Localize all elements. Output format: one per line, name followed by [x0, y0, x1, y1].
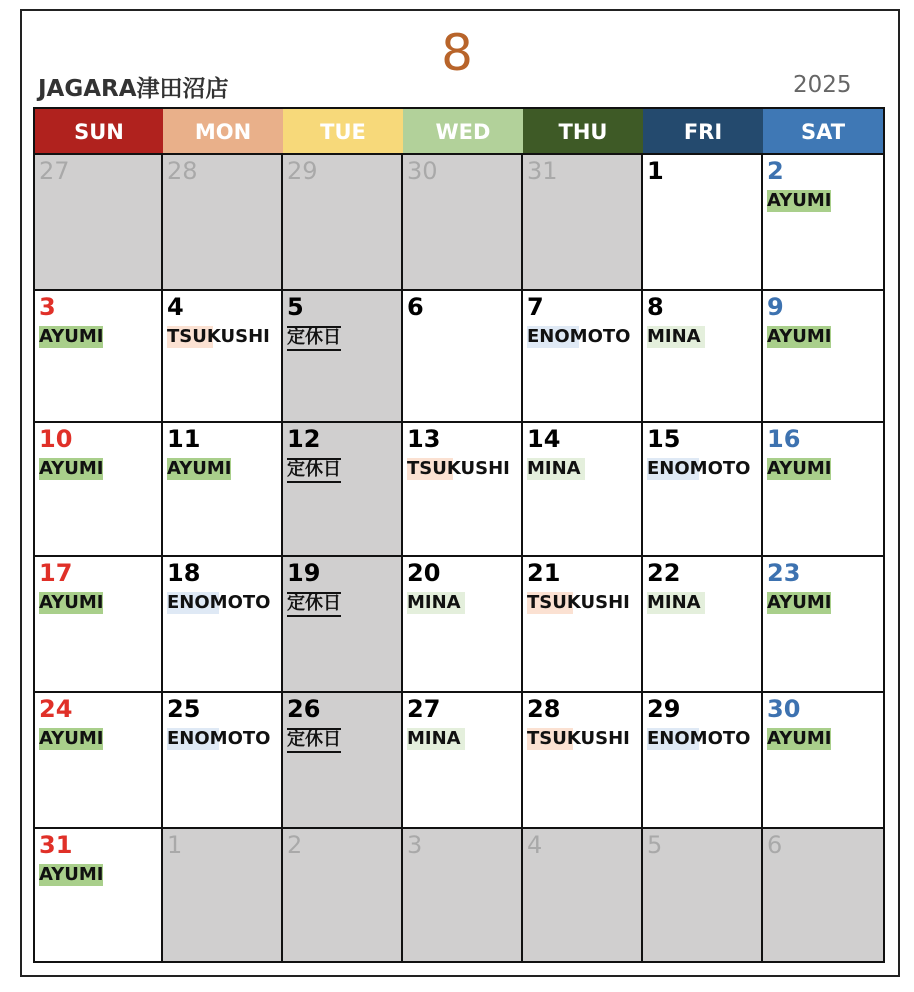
weekday-wed: WED — [403, 109, 523, 153]
weekday-mon: MON — [163, 109, 283, 153]
day-cell[interactable] — [163, 557, 283, 693]
closed-day-label: 定休日 — [287, 592, 341, 617]
staff-name-text: TSUKUSHI — [527, 728, 630, 749]
day-cell[interactable] — [35, 557, 163, 693]
weekday-sun: SUN — [35, 109, 163, 153]
staff-name-text: ENOMOTO — [527, 326, 631, 347]
staff-name — [647, 326, 701, 348]
staff-name-text: MINA — [407, 592, 461, 613]
day-number: 4 — [167, 293, 184, 321]
day-number: 23 — [767, 559, 801, 587]
staff-name — [767, 326, 831, 348]
day-number: 5 — [287, 293, 304, 321]
staff-name-text: AYUMI — [39, 728, 104, 749]
day-number: 19 — [287, 559, 321, 587]
staff-name — [527, 326, 630, 348]
day-cell[interactable] — [283, 423, 403, 557]
day-number: 5 — [647, 831, 663, 859]
day-number: 24 — [39, 695, 73, 723]
day-cell[interactable] — [403, 423, 523, 557]
day-cell[interactable] — [283, 693, 403, 829]
staff-name — [39, 592, 103, 614]
day-cell[interactable] — [403, 829, 523, 961]
day-number: 6 — [407, 293, 424, 321]
day-cell[interactable] — [763, 557, 883, 693]
closed-day-label: 定休日 — [287, 458, 341, 483]
day-cell[interactable] — [643, 291, 763, 423]
staff-name — [767, 592, 831, 614]
day-cell[interactable] — [403, 291, 523, 423]
day-cell[interactable] — [283, 829, 403, 961]
staff-name-text: TSUKUSHI — [407, 458, 510, 479]
day-cell[interactable] — [523, 423, 643, 557]
staff-name — [167, 326, 270, 348]
month-number: 8 — [441, 24, 473, 82]
day-number: 3 — [39, 293, 56, 321]
closed-day-label: 定休日 — [287, 326, 341, 351]
closed-day-label: 定休日 — [287, 728, 341, 753]
day-number: 22 — [647, 559, 681, 587]
staff-name-text: ENOMOTO — [647, 728, 751, 749]
staff-name-text: AYUMI — [767, 592, 832, 613]
staff-name-text: TSUKUSHI — [167, 326, 270, 347]
day-cell[interactable] — [523, 155, 643, 291]
day-number: 17 — [39, 559, 73, 587]
day-number: 2 — [287, 831, 303, 859]
day-cell[interactable] — [643, 557, 763, 693]
staff-name — [647, 458, 750, 480]
staff-name — [647, 592, 701, 614]
day-number: 16 — [767, 425, 801, 453]
staff-name — [527, 592, 630, 614]
staff-name-text: AYUMI — [767, 326, 832, 347]
day-cell[interactable] — [403, 557, 523, 693]
staff-name — [407, 458, 510, 480]
staff-name-text: AYUMI — [39, 458, 104, 479]
year-label: 2025 — [793, 72, 852, 98]
day-number: 18 — [167, 559, 201, 587]
staff-name-text: MINA — [407, 728, 461, 749]
day-number: 30 — [767, 695, 801, 723]
day-cell[interactable] — [163, 423, 283, 557]
day-cell[interactable] — [163, 693, 283, 829]
staff-name — [39, 864, 103, 886]
staff-name — [167, 592, 270, 614]
day-cell[interactable] — [643, 155, 763, 291]
day-number: 20 — [407, 559, 441, 587]
day-cell[interactable] — [643, 423, 763, 557]
staff-name — [767, 190, 831, 212]
day-cell[interactable] — [283, 557, 403, 693]
weekday-tue: TUE — [283, 109, 403, 153]
staff-name — [39, 326, 103, 348]
calendar-grid — [33, 107, 885, 963]
day-cell[interactable] — [523, 557, 643, 693]
day-cell[interactable] — [35, 155, 163, 291]
day-cell[interactable] — [283, 155, 403, 291]
day-number: 28 — [167, 157, 198, 185]
shop-name: JAGARA津田沼店 — [38, 76, 229, 102]
day-cell[interactable] — [35, 423, 163, 557]
weekday-thu: THU — [523, 109, 643, 153]
day-cell[interactable] — [163, 829, 283, 961]
day-number: 1 — [647, 157, 664, 185]
staff-name — [167, 728, 270, 750]
day-cell[interactable] — [523, 693, 643, 829]
staff-name-text: AYUMI — [167, 458, 232, 479]
day-number: 9 — [767, 293, 784, 321]
staff-name-text: AYUMI — [39, 592, 104, 613]
day-cell[interactable] — [35, 693, 163, 829]
day-number: 4 — [527, 831, 543, 859]
day-cell[interactable] — [403, 155, 523, 291]
day-cell[interactable] — [35, 291, 163, 423]
day-cell[interactable] — [763, 155, 883, 291]
day-number: 10 — [39, 425, 73, 453]
weekday-sat: SAT — [763, 109, 883, 153]
staff-name-text: AYUMI — [39, 326, 104, 347]
day-number: 14 — [527, 425, 561, 453]
day-number: 31 — [527, 157, 558, 185]
staff-name-text: ENOMOTO — [167, 728, 271, 749]
day-number: 8 — [647, 293, 664, 321]
staff-name-text: MINA — [527, 458, 581, 479]
day-number: 27 — [39, 157, 70, 185]
staff-name — [527, 728, 630, 750]
staff-name-text: MINA — [647, 592, 701, 613]
day-cell[interactable] — [763, 693, 883, 829]
day-number: 7 — [527, 293, 544, 321]
day-number: 3 — [407, 831, 423, 859]
day-number: 26 — [287, 695, 321, 723]
staff-name-text: AYUMI — [767, 190, 832, 211]
day-cell[interactable] — [643, 829, 763, 961]
staff-name — [527, 458, 581, 480]
day-cell[interactable] — [763, 291, 883, 423]
day-cell[interactable] — [763, 423, 883, 557]
staff-name-text: ENOMOTO — [647, 458, 751, 479]
day-number: 11 — [167, 425, 201, 453]
day-cell[interactable] — [163, 291, 283, 423]
day-cell[interactable] — [643, 693, 763, 829]
staff-name — [407, 592, 461, 614]
day-number: 25 — [167, 695, 201, 723]
day-cell[interactable] — [523, 829, 643, 961]
day-cell[interactable] — [163, 155, 283, 291]
staff-name — [647, 728, 750, 750]
staff-name — [407, 728, 461, 750]
day-cell[interactable] — [35, 829, 163, 961]
day-number: 13 — [407, 425, 441, 453]
day-number: 30 — [407, 157, 438, 185]
day-number: 29 — [647, 695, 681, 723]
staff-name-text: AYUMI — [767, 728, 832, 749]
staff-name-text: MINA — [647, 326, 701, 347]
staff-name-text: AYUMI — [39, 864, 104, 885]
day-cell[interactable] — [283, 291, 403, 423]
day-number: 1 — [167, 831, 183, 859]
day-cell[interactable] — [403, 693, 523, 829]
day-number: 6 — [767, 831, 783, 859]
staff-name-text: TSUKUSHI — [527, 592, 630, 613]
staff-name — [39, 728, 103, 750]
staff-name — [767, 458, 831, 480]
day-number: 2 — [767, 157, 784, 185]
staff-name-text: AYUMI — [767, 458, 832, 479]
day-number: 21 — [527, 559, 561, 587]
day-number: 12 — [287, 425, 321, 453]
day-cell[interactable] — [763, 829, 883, 961]
staff-name-text: ENOMOTO — [167, 592, 271, 613]
day-number: 29 — [287, 157, 318, 185]
staff-name — [767, 728, 831, 750]
staff-name — [167, 458, 231, 480]
staff-name — [39, 458, 103, 480]
weekday-fri: FRI — [643, 109, 763, 153]
day-number: 27 — [407, 695, 441, 723]
day-number: 15 — [647, 425, 681, 453]
day-cell[interactable] — [523, 291, 643, 423]
weekday-header-row — [35, 109, 883, 155]
day-number: 31 — [39, 831, 73, 859]
day-number: 28 — [527, 695, 561, 723]
